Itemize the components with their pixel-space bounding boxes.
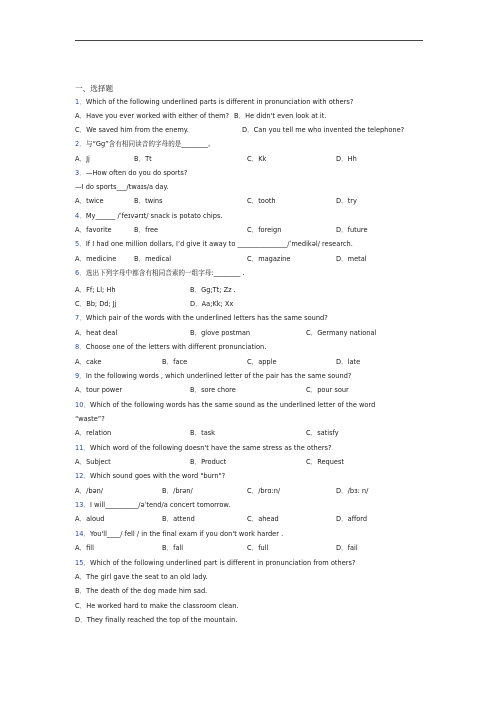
question-2 bbox=[75, 140, 215, 149]
options-row bbox=[75, 515, 435, 524]
option-a[interactable]: A．favorite bbox=[75, 226, 112, 234]
option-b[interactable]: B．Product bbox=[190, 458, 227, 466]
option-c[interactable]: C．full bbox=[247, 544, 269, 552]
options-row bbox=[75, 112, 435, 121]
option-b[interactable]: B．/brən/ bbox=[162, 487, 193, 495]
option-d[interactable]: D．metal bbox=[336, 255, 367, 263]
option-a[interactable]: A．twice bbox=[75, 197, 104, 205]
question-3 bbox=[75, 169, 187, 178]
option-b[interactable]: B．glove postman bbox=[190, 329, 251, 337]
option-d[interactable]: D．They finally reached the top of the mountain. bbox=[75, 616, 238, 624]
option-b[interactable]: B．The death of the dog made him sad. bbox=[75, 587, 208, 595]
header-rule bbox=[75, 40, 423, 41]
option-b[interactable]: B．twins bbox=[134, 197, 163, 205]
option-d[interactable]: D．Hh bbox=[336, 155, 357, 163]
option-b[interactable]: B．attend bbox=[162, 515, 195, 523]
question-5 bbox=[75, 240, 353, 249]
question-4 bbox=[75, 212, 223, 221]
option-c[interactable]: C．Germany national bbox=[306, 329, 377, 337]
question-13 bbox=[75, 501, 230, 510]
option-a[interactable]: A．cake bbox=[75, 358, 102, 366]
option-a[interactable]: A．Ff; Ll; Hh bbox=[75, 286, 116, 294]
question-9 bbox=[75, 372, 351, 381]
options-row bbox=[75, 358, 435, 367]
question-8 bbox=[75, 343, 266, 352]
option-c[interactable]: C．We saved him from the enemy. bbox=[75, 126, 189, 134]
option-a[interactable]: A．Have you ever worked with either of them? bbox=[75, 112, 230, 120]
options-row bbox=[75, 544, 435, 553]
option-b[interactable]: B．face bbox=[162, 358, 188, 366]
question-number: 15． bbox=[75, 559, 91, 567]
question-stem: 选出下列字母中都含有相同音素的一组字母:________ . bbox=[85, 269, 245, 277]
question-number: 3． bbox=[75, 169, 86, 177]
options-row bbox=[75, 329, 435, 338]
option-d[interactable]: D．late bbox=[336, 358, 361, 366]
question-number: 11． bbox=[75, 444, 91, 452]
question-number: 7． bbox=[75, 314, 86, 322]
option-c[interactable]: C．Kk bbox=[247, 155, 267, 163]
option-c[interactable]: C．satisfy bbox=[306, 429, 339, 437]
question-number: 9． bbox=[75, 372, 86, 380]
question-number: 5． bbox=[75, 240, 86, 248]
question-number: 4． bbox=[75, 212, 86, 220]
question-stem: Which of the following underlined parts is different in pronunciation with others? bbox=[85, 98, 354, 106]
option-d[interactable]: D．try bbox=[336, 197, 357, 205]
question-number: 1． bbox=[75, 98, 86, 106]
option-c[interactable]: C．pour sour bbox=[306, 386, 349, 394]
question-number: 6． bbox=[75, 269, 86, 277]
question-stem: 与“Gg”含有相同读音的字母的是________。 bbox=[85, 140, 215, 148]
option-c[interactable]: C．/brɑ:n/ bbox=[247, 487, 281, 495]
question-stem: Choose one of the letters with different pronunciation. bbox=[85, 343, 267, 351]
options-row bbox=[75, 487, 435, 496]
question-number: 13． bbox=[75, 501, 91, 509]
question-stem: Which of the following words has the same sound as the underlined letter of the word bbox=[90, 401, 376, 409]
question-1 bbox=[75, 98, 353, 107]
question-stem: I will__________/əˈtend/a concert tomorrow. bbox=[90, 501, 231, 509]
option-b[interactable]: B．free bbox=[134, 226, 159, 234]
question-number: 14． bbox=[75, 530, 91, 538]
option-b[interactable]: B．He didn't even look at it. bbox=[234, 112, 327, 120]
option-b[interactable]: B．fall bbox=[162, 544, 184, 552]
question-stem: If I had one million dollars, I’d give it away to _______________/ˈmedikəl/ research. bbox=[85, 240, 353, 248]
options-row bbox=[75, 429, 435, 438]
question-stem: My______ /ˈfeɪvərɪt/ snack is potato chips. bbox=[85, 212, 223, 220]
option-c[interactable]: C．He worked hard to make the classroom clean. bbox=[75, 602, 239, 610]
question-15 bbox=[75, 559, 355, 568]
question-stem: Which word of the following doesn't have the same stress as the others? bbox=[90, 444, 332, 452]
option-d[interactable]: D．Aa;Kk; Xx bbox=[190, 300, 234, 308]
section-title: 一、选择题 bbox=[75, 84, 114, 93]
option-c[interactable]: C．Bb; Dd; Jj bbox=[75, 300, 117, 308]
option-a[interactable]: A．heat deal bbox=[75, 329, 118, 337]
question-stem: Which pair of the words with the underlined letters has the same sound? bbox=[85, 314, 328, 322]
question-stem-line-2: —I do sports___/twaɪs/a day. bbox=[75, 183, 169, 191]
question-7 bbox=[75, 314, 328, 323]
option-c[interactable]: C．Request bbox=[306, 458, 344, 466]
question-stem: —How often do you do sports? bbox=[85, 169, 188, 177]
question-number: 2． bbox=[75, 140, 86, 148]
option-b[interactable]: B．medical bbox=[134, 255, 172, 263]
question-14 bbox=[75, 530, 283, 539]
option-a[interactable]: A．fill bbox=[75, 544, 94, 552]
option-c[interactable]: C．foreign bbox=[247, 226, 282, 234]
option-d[interactable]: D．afford bbox=[336, 515, 368, 523]
option-d[interactable]: D．Can you tell me who invented the telephone? bbox=[242, 126, 405, 134]
options-row bbox=[75, 126, 435, 135]
option-b[interactable]: B．Tt bbox=[134, 155, 152, 163]
question-10 bbox=[75, 401, 375, 410]
option-c[interactable]: C．apple bbox=[247, 358, 277, 366]
option-a[interactable]: A．medicine bbox=[75, 255, 117, 263]
question-stem-line-2: “waste”? bbox=[75, 415, 105, 423]
question-number: 12． bbox=[75, 472, 91, 480]
options-row bbox=[75, 226, 435, 235]
option-b[interactable]: B．Gg;Tt; Zz . bbox=[190, 286, 236, 294]
question-stem: You'll____/ fell / in the final exam if you don't work harder . bbox=[90, 530, 284, 538]
question-12 bbox=[75, 472, 225, 481]
question-11 bbox=[75, 444, 332, 453]
option-d[interactable]: D．/bɜ: n/ bbox=[336, 487, 369, 495]
options-row bbox=[75, 197, 435, 206]
option-d[interactable]: D．future bbox=[336, 226, 368, 234]
question-stem: In the following words , which underlined letter of the pair has the same sound? bbox=[85, 372, 352, 380]
option-b[interactable]: B．sore chore bbox=[190, 386, 236, 394]
question-6 bbox=[75, 269, 245, 278]
option-a[interactable]: A．aloud bbox=[75, 515, 105, 523]
option-a[interactable]: A．Subject bbox=[75, 458, 111, 466]
option-c[interactable]: C．ahead bbox=[247, 515, 279, 523]
question-stem: Which of the following underlined part is different in pronunciation from others? bbox=[90, 559, 356, 567]
option-a[interactable]: A．Jj bbox=[75, 155, 90, 163]
question-number: 8． bbox=[75, 343, 86, 351]
option-c[interactable]: C．tooth bbox=[247, 197, 276, 205]
options-row bbox=[75, 155, 435, 164]
options-row bbox=[75, 458, 435, 467]
options-row bbox=[75, 286, 435, 295]
option-a[interactable]: A．/bən/ bbox=[75, 487, 103, 495]
option-a[interactable]: A．The girl gave the seat to an old lady. bbox=[75, 573, 208, 581]
option-b[interactable]: B．task bbox=[190, 429, 215, 437]
options-row bbox=[75, 386, 435, 395]
option-a[interactable]: A．relation bbox=[75, 429, 112, 437]
option-c[interactable]: C．magazine bbox=[247, 255, 291, 263]
option-a[interactable]: A．tour power bbox=[75, 386, 123, 394]
options-row bbox=[75, 300, 435, 309]
question-number: 10． bbox=[75, 401, 91, 409]
options-row bbox=[75, 255, 435, 264]
question-stem: Which sound goes with the word "burn"? bbox=[90, 472, 226, 480]
option-d[interactable]: D．fail bbox=[336, 544, 358, 552]
